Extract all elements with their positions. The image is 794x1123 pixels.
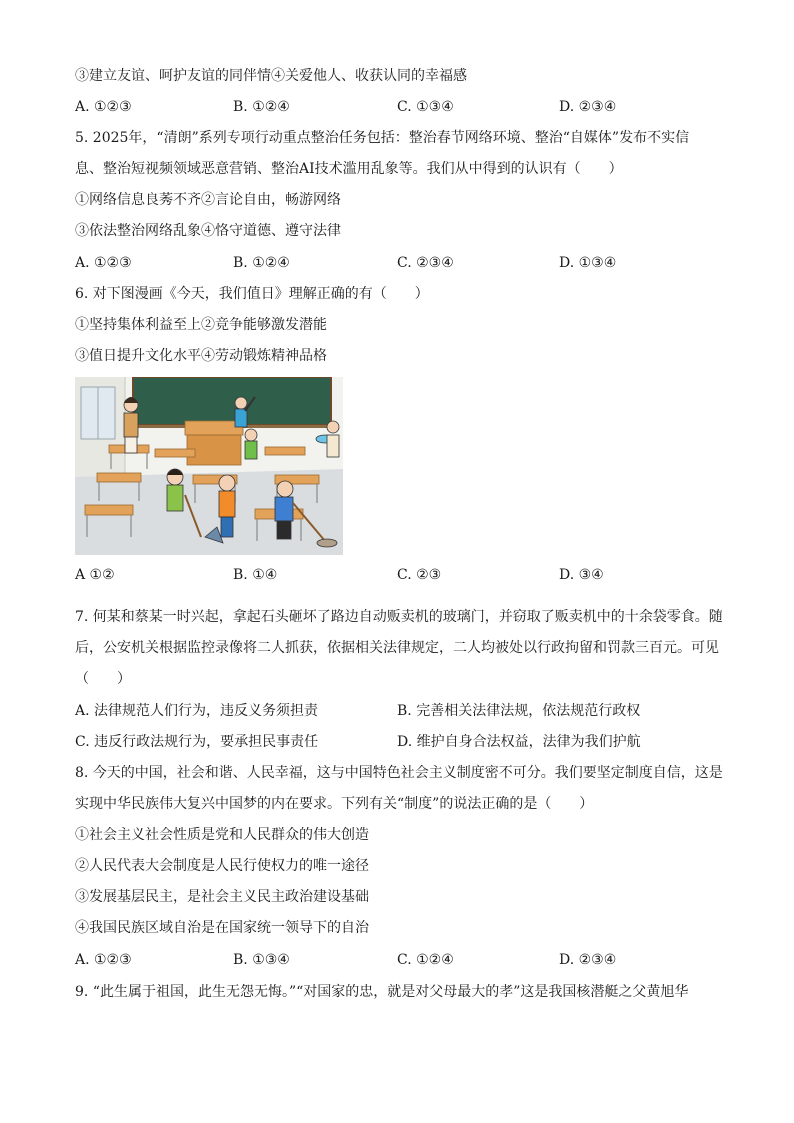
q7-option-a[interactable]: A. 法律规范人们行为，违反义务须担责 xyxy=(75,703,319,719)
q7-options-row-1 xyxy=(75,701,725,721)
q5-stem-line-2: 息、整治短视频领域恶意营销、整治AI技术滥用乱象等。我们从中得到的认识有（ ） xyxy=(75,161,623,177)
q4-option-a[interactable]: A. ①②③ xyxy=(75,99,132,115)
q7-option-d[interactable]: D. 维护自身合法权益，法律为我们护航 xyxy=(397,734,641,750)
q6-option-c[interactable]: C. ②③ xyxy=(397,567,442,583)
q9-stem-line-1: 9. “此生属于祖国，此生无怨无悔。”“对国家的忠，就是对父母最大的孝”这是我国核潜艇之父黄旭华 xyxy=(75,984,689,1000)
q5-item-1-2: ①网络信息良莠不齐②言论自由，畅游网络 xyxy=(75,192,341,208)
q8-item-4: ④我国民族区域自治是在国家统一领导下的自治 xyxy=(75,920,369,936)
q6-item-3-4: ③值日提升文化水平④劳动锻炼精神品格 xyxy=(75,348,327,364)
q4-option-c[interactable]: C. ①③④ xyxy=(397,99,454,115)
q8-stem-line-1: 8. 今天的中国，社会和谐、人民幸福，这与中国特色社会主义制度密不可分。我们要坚定制度自信，这是 xyxy=(75,765,723,781)
q6-item-1-2: ①坚持集体利益至上②竞争能够激发潜能 xyxy=(75,317,327,333)
q5-option-d[interactable]: D. ①③④ xyxy=(559,255,617,271)
q6-stem: 6. 对下图漫画《今天，我们值日》理解正确的有（ ） xyxy=(75,286,429,302)
q6-options xyxy=(75,565,725,585)
q8-item-2: ②人民代表大会制度是人民行使权力的唯一途径 xyxy=(75,858,369,874)
q8-stem-line-2: 实现中华民族伟大复兴中国梦的内在要求。下列有关“制度”的说法正确的是（ ） xyxy=(75,796,594,812)
q5-option-c[interactable]: C. ②③④ xyxy=(397,255,454,271)
q4-option-d[interactable]: D. ②③④ xyxy=(559,99,617,115)
q8-item-1: ①社会主义社会性质是党和人民群众的伟大创造 xyxy=(75,827,369,843)
q7-stem-line-3: （ ） xyxy=(75,671,131,687)
q5-options xyxy=(75,253,725,273)
q8-option-b[interactable]: B. ①③④ xyxy=(233,952,290,968)
classroom-cartoon-image xyxy=(75,377,343,555)
q4-item-3-4: ③建立友谊、呵护友谊的同伴情④关爱他人、收获认同的幸福感 xyxy=(75,68,467,84)
q8-option-a[interactable]: A. ①②③ xyxy=(75,952,132,968)
q7-options-row-2 xyxy=(75,732,725,752)
q7-option-b[interactable]: B. 完善相关法律法规，依法规范行政权 xyxy=(397,703,641,719)
q8-item-3: ③发展基层民主，是社会主义民主政治建设基础 xyxy=(75,889,369,905)
q6-option-b[interactable]: B. ①④ xyxy=(233,567,278,583)
q5-stem-line-1: 5. 2025年，“清朗”系列专项行动重点整治任务包括：整治春节网络环境、整治“自媒体”发布不实信 xyxy=(75,130,690,146)
q7-stem-line-1: 7. 何某和蔡某一时兴起，拿起石头砸坏了路边自动贩卖机的玻璃门，并窃取了贩卖机中的十余袋零食。随 xyxy=(75,609,723,625)
q5-option-b[interactable]: B. ①②④ xyxy=(233,255,290,271)
q4-option-b[interactable]: B. ①②④ xyxy=(233,99,290,115)
q7-stem-line-2: 后，公安机关根据监控录像将二人抓获，依据相关法律规定，二人均被处以行政拘留和罚款三百元。可见 xyxy=(75,640,719,656)
q7-option-c[interactable]: C. 违反行政法规行为，要承担民事责任 xyxy=(75,734,319,750)
q5-option-a[interactable]: A. ①②③ xyxy=(75,255,132,271)
q8-option-d[interactable]: D. ②③④ xyxy=(559,952,617,968)
q8-options xyxy=(75,950,725,970)
q6-option-d[interactable]: D. ③④ xyxy=(559,567,604,583)
q6-option-a[interactable]: A ①② xyxy=(75,567,115,583)
q5-item-3-4: ③依法整治网络乱象④恪守道德、遵守法律 xyxy=(75,223,341,239)
q4-options xyxy=(75,97,725,117)
q8-option-c[interactable]: C. ①②④ xyxy=(397,952,454,968)
